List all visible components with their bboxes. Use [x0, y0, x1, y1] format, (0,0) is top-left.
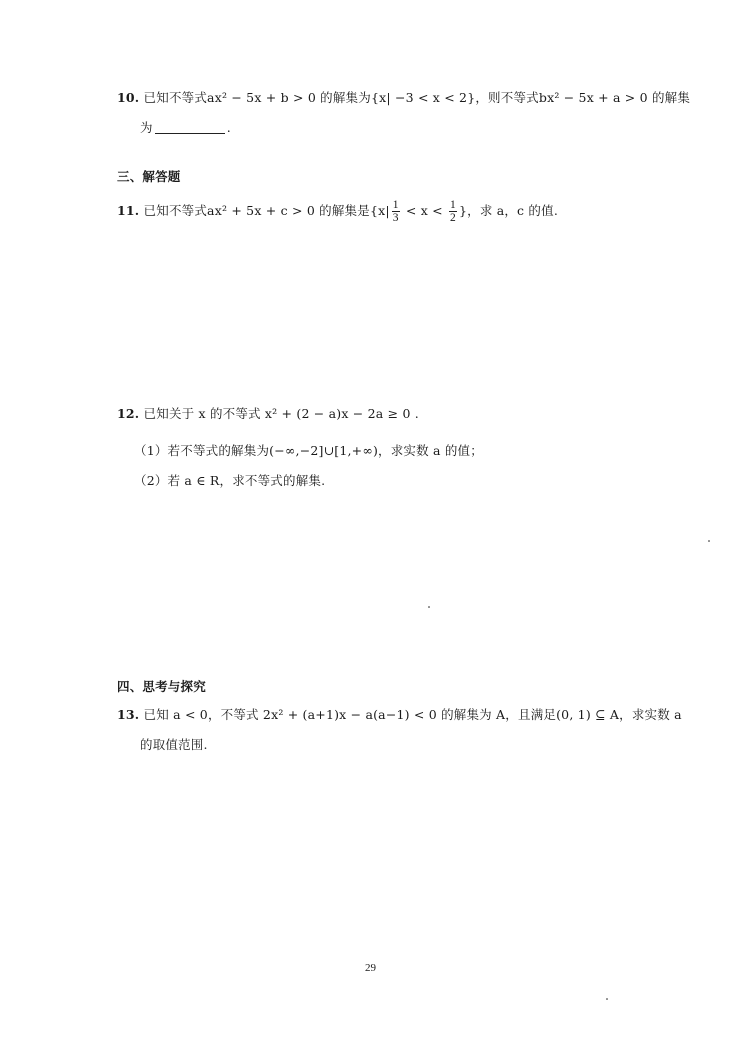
question-text: 已知 a < 0，不等式 2x² + (a+1)x − a(a−1) < 0 的解集为 A，且满足(0, 1) ⊆ A，求实数 a	[143, 707, 682, 722]
question-number: 13.	[117, 707, 140, 722]
question-13	[117, 705, 682, 723]
answer-prefix: 为	[140, 120, 153, 135]
question-number: 12.	[117, 406, 140, 421]
question-12-part-1: （1）若不等式的解集为(−∞,−2]∪[1,+∞)，求实数 a 的值；	[134, 443, 483, 458]
scan-speck	[428, 606, 430, 608]
question-number: 11.	[117, 203, 140, 218]
question-12	[117, 404, 419, 422]
page-number: 29	[365, 962, 376, 974]
question-10	[117, 88, 690, 106]
fraction-one-half: $\frac{1}{2}$	[450, 199, 456, 224]
question-11	[117, 196, 558, 226]
inequality-middle: < x <	[401, 203, 448, 218]
section-heading: 三、解答题	[117, 169, 181, 184]
answer-blank	[155, 121, 225, 134]
section-heading: 四、思考与探究	[117, 679, 206, 694]
question-10-continued	[140, 118, 231, 136]
answer-suffix: .	[226, 120, 231, 135]
fraction-one-third: $\frac{1}{3}$	[392, 199, 399, 224]
question-number: 10.	[117, 90, 140, 105]
question-text-end: }，求 a，c 的值.	[458, 203, 558, 218]
question-text: 已知关于 x 的不等式 x² + (2 − a)x − 2a ≥ 0 .	[143, 406, 419, 421]
question-13-continued: 的取值范围.	[140, 737, 208, 752]
scan-speck	[708, 540, 710, 542]
scan-speck	[606, 998, 608, 1000]
question-12-part-2: （2）若 a ∈ R，求不等式的解集.	[134, 473, 326, 488]
question-text: 已知不等式ax² + 5x + c > 0 的解集是{x|	[143, 203, 390, 218]
question-text: 已知不等式ax² − 5x + b > 0 的解集为{x| −3 < x < 2}，则不等式bx² − 5x + a > 0 的解集	[143, 90, 691, 105]
